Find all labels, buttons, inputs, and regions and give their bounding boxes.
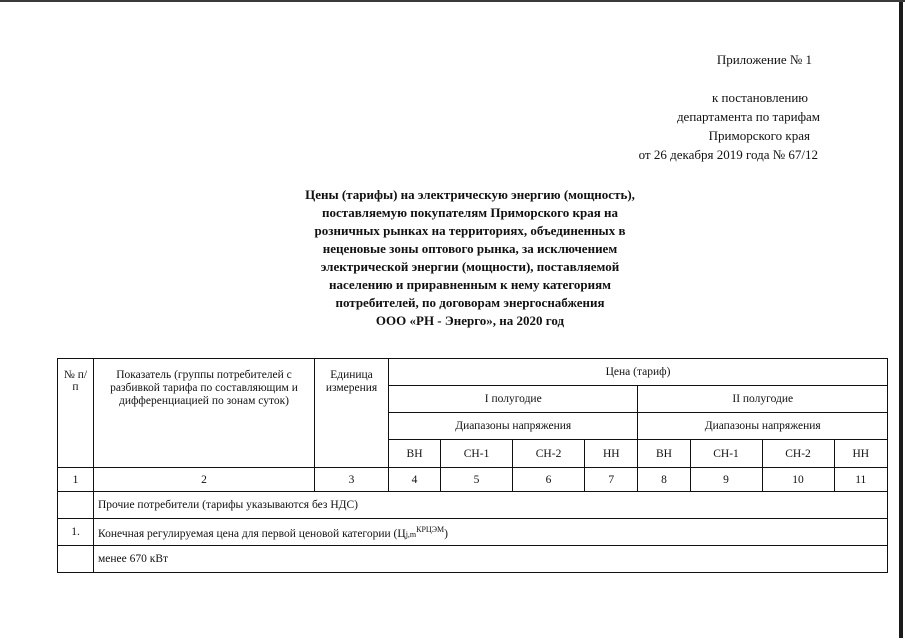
header-voltage-ranges-2: Диапазоны напряжения <box>638 413 888 440</box>
voltage-sn2-2: СН-2 <box>762 440 834 468</box>
scan-top-edge <box>0 0 905 2</box>
appendix-date: от 26 декабря 2019 года № 67/12 <box>638 147 818 162</box>
header-unit: Единица измерения <box>315 359 389 468</box>
row-text-suffix: ) <box>444 527 448 540</box>
tariff-table <box>57 358 888 573</box>
appendix-region: Приморского края <box>708 128 810 143</box>
column-number: 5 <box>441 468 513 492</box>
row-text-subscript: j,m <box>405 529 417 539</box>
voltage-sn2-1: СН-2 <box>513 440 585 468</box>
title-line: ООО «РН - Энерго», на 2020 год <box>375 313 565 328</box>
column-number: 6 <box>513 468 585 492</box>
scan-right-edge <box>899 2 903 638</box>
row-number <box>58 492 94 519</box>
voltage-vn-1: ВН <box>389 440 441 468</box>
table-row <box>58 546 888 573</box>
header-number: № п/п <box>58 359 94 468</box>
header-half-2: II полугодие <box>638 386 888 413</box>
header-indicator: Показатель (группы потребителей с разбивкой тарифа по составляющим и дифференциацией по зонам суток) <box>94 359 315 468</box>
appendix-block <box>560 50 860 164</box>
appendix-department: департамента по тарифам <box>676 109 820 124</box>
column-number: 8 <box>638 468 690 492</box>
header-half-1: I полугодие <box>389 386 638 413</box>
row-text-superscript: КРЦЭМ <box>416 524 445 534</box>
voltage-sn1-2: СН-1 <box>690 440 762 468</box>
column-number: 10 <box>762 468 834 492</box>
title-line: потребителей, по договорам энергоснабжения <box>335 295 605 310</box>
column-number: 4 <box>389 468 441 492</box>
title-line: розничных рынках на территориях, объединенных в <box>314 223 626 238</box>
title-line: поставляемую покупателям Приморского края на <box>322 205 618 220</box>
column-number: 7 <box>585 468 638 492</box>
table-row <box>58 492 888 519</box>
voltage-vn-2: ВН <box>638 440 690 468</box>
voltage-sn1-1: СН-1 <box>441 440 513 468</box>
column-number: 1 <box>58 468 94 492</box>
row-number <box>58 546 94 573</box>
table-row <box>58 519 888 546</box>
appendix-resolution: к постановлению <box>711 90 808 105</box>
row-text: менее 670 кВт <box>94 546 888 573</box>
title-line: Цены (тарифы) на электрическую энергию (мощность), <box>305 187 635 202</box>
title-line: неценовые зоны оптового рынка, за исключением <box>322 241 618 256</box>
header-price: Цена (тариф) <box>389 359 888 386</box>
row-text: Прочие потребители (тарифы указываются без НДС) <box>94 492 888 519</box>
appendix-number: Приложение № 1 <box>716 52 812 67</box>
column-number: 3 <box>315 468 389 492</box>
column-number: 9 <box>690 468 762 492</box>
row-text-prefix: Конечная регулируемая цена для первой ценовой категории (Ц <box>98 527 406 540</box>
column-number-row <box>58 468 888 492</box>
row-number: 1. <box>58 519 94 546</box>
voltage-nn-2: НН <box>834 440 887 468</box>
row-text <box>94 519 888 546</box>
column-number: 11 <box>834 468 887 492</box>
document-title <box>250 186 690 330</box>
voltage-nn-1: НН <box>585 440 638 468</box>
title-line: электрической энергии (мощности), поставляемой <box>320 259 620 274</box>
title-line: населению и приравненным к нему категориям <box>328 277 612 292</box>
column-number: 2 <box>94 468 315 492</box>
header-voltage-ranges-1: Диапазоны напряжения <box>389 413 638 440</box>
